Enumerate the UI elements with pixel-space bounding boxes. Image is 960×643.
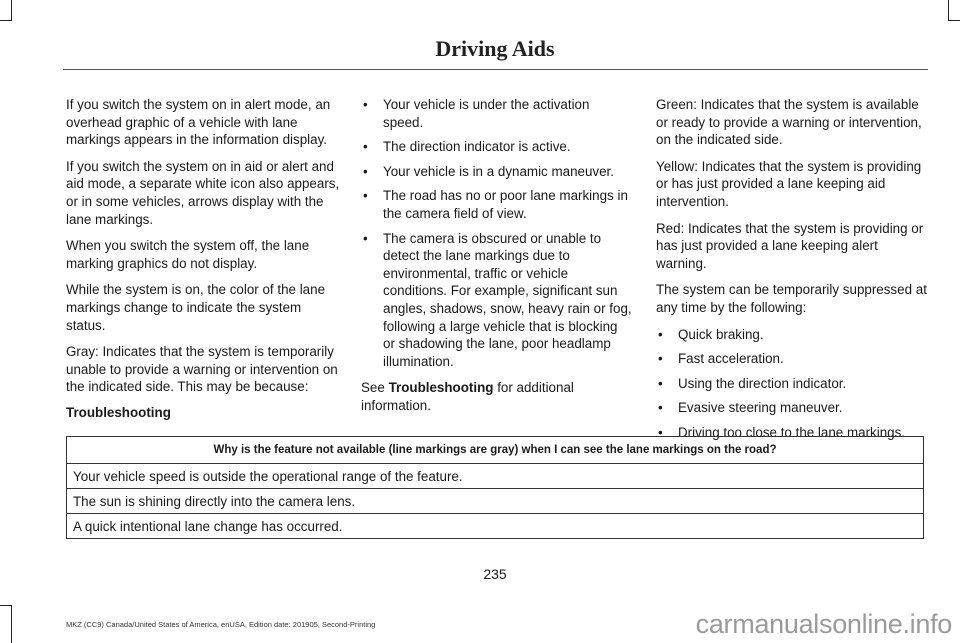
paragraph: If you switch the system on in alert mode, an overhead graphic of a vehicle with lane markings appears in the information display.: [66, 97, 331, 148]
bullet-icon: •: [363, 188, 368, 204]
bullet-icon: •: [363, 139, 368, 155]
text-column-2: [361, 96, 633, 424]
table-cell: The sun is shining directly into the camera lens.: [67, 489, 924, 514]
list-item-text: Quick braking.: [678, 326, 764, 342]
crop-mark: [11, 0, 12, 20]
paragraph: When you switch the system off, the lane marking graphics do not display.: [66, 238, 310, 271]
bullet-icon: •: [658, 351, 663, 367]
list-item-text: The camera is obscured or unable to detect the lane markings due to environmental, traffic or vehicle conditions. For example, significant sun angles, shadows, snow, heavy rain or fog, following a large vehicle that is blocking or shadowing the lane, poor headlamp illumination.: [383, 230, 632, 369]
list-item-text: Fast acceleration.: [678, 351, 784, 367]
bullet-icon: •: [658, 424, 663, 440]
edition-info: MKZ (CC9) Canada/United States of America, enUSA, Edition date: 201905, Second-Printing: [66, 620, 376, 629]
list-item: [361, 96, 633, 131]
bullet-list: [361, 96, 633, 370]
see-prefix: See: [361, 380, 385, 396]
list-item: [656, 399, 928, 417]
table-row: [67, 514, 924, 539]
troubleshooting-table: [66, 436, 924, 539]
page-title: Driving Aids: [435, 36, 555, 61]
list-item: [656, 375, 928, 393]
paragraph: The system can be temporarily suppressed at any time by the following:: [656, 282, 927, 315]
table-header-row: [67, 437, 924, 464]
paragraph: Green: Indicates that the system is available or ready to provide a warning or intervention, on the indicated side.: [656, 97, 922, 148]
list-item: [361, 187, 633, 222]
bullet-list: [656, 326, 928, 442]
list-item-text: Using the direction indicator.: [678, 375, 847, 391]
table-cell: Your vehicle speed is outside the operational range of the feature.: [67, 464, 924, 489]
list-item: [656, 326, 928, 344]
see-suffix: for additional information.: [361, 380, 574, 413]
bullet-icon: •: [658, 326, 663, 342]
list-item: [361, 138, 633, 156]
bullet-icon: •: [363, 163, 368, 179]
paragraph: Yellow: Indicates that the system is providing or has just provided a lane keeping aid intervention.: [656, 158, 922, 209]
text-column-3: [656, 96, 928, 451]
crop-mark: [948, 0, 949, 20]
paragraph: If you switch the system on in aid or alert and aid mode, a separate white icon also appears, or in some vehicles, arrows display with the lane markings.: [66, 158, 340, 227]
page-number: 235: [483, 566, 507, 582]
bullet-icon: •: [363, 97, 368, 112]
crop-mark: [11, 605, 12, 643]
list-item: [361, 230, 633, 371]
bullet-icon: •: [658, 375, 663, 391]
list-item-text: The road has no or poor lane markings in the camera field of view.: [383, 188, 628, 221]
crop-mark: [948, 20, 960, 21]
bullet-icon: •: [658, 400, 663, 416]
cross-reference: [361, 379, 633, 414]
table-row: [67, 464, 924, 489]
table-row: [67, 489, 924, 514]
list-item-text: Evasive steering maneuver.: [678, 400, 843, 416]
text-column-1: [66, 96, 342, 405]
troubleshooting-link[interactable]: Troubleshooting: [388, 380, 494, 396]
list-item-text: The direction indicator is active.: [383, 139, 571, 155]
paragraph: While the system is on, the color of the lane markings change to indicate the system status.: [66, 282, 326, 333]
table-cell: A quick intentional lane change has occurred.: [67, 514, 924, 539]
table-header: Why is the feature not available (line markings are gray) when I can see the lane markings on the road?: [67, 437, 924, 464]
list-item: [361, 163, 633, 181]
crop-mark: [0, 20, 12, 21]
paragraph: Red: Indicates that the system is providing or has just provided a lane keeping alert warning.: [656, 220, 924, 271]
bullet-icon: •: [363, 230, 368, 246]
list-item-text: Driving too close to the lane markings.: [678, 424, 906, 440]
list-item-text: Your vehicle is in a dynamic maneuver.: [383, 163, 614, 179]
watermark: carmanualsonline.info: [695, 609, 952, 639]
list-item: [656, 350, 928, 368]
section-heading: Troubleshooting: [66, 405, 171, 420]
paragraph: Gray: Indicates that the system is temporarily unable to provide a warning or intervention on the indicated side. This may be because:: [66, 344, 338, 395]
list-item-text: Your vehicle is under the activation speed.: [383, 97, 590, 130]
header-divider: [63, 69, 928, 70]
